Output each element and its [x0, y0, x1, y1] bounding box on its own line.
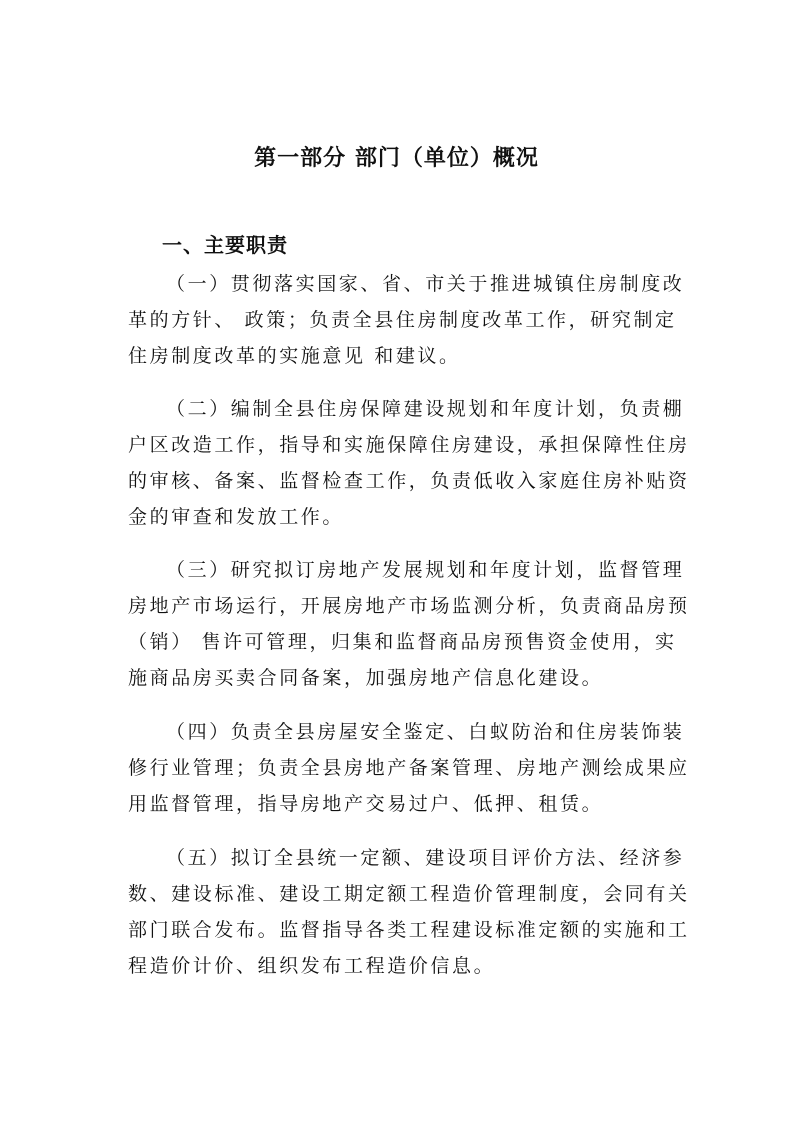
- paragraph-line: 住房制度改革的实施意见 和建议。: [128, 345, 461, 367]
- paragraph-3: [128, 552, 690, 696]
- paragraph-line: （四）负责全县房屋安全鉴定、白蚁防治和住房装饰装: [166, 721, 685, 743]
- paragraph-line: 户区改造工作，指导和实施保障住房建设，承担保障性住房: [128, 434, 690, 456]
- paragraph-line: （一）贯彻落实国家、省、市关于推进城镇住房制度改: [166, 273, 685, 295]
- paragraph-line: （销） 售许可管理，归集和监督商品房预售资金使用，实: [128, 631, 677, 653]
- paragraph-line: （三）研究拟订房地产发展规划和年度计划，监督管理: [166, 559, 685, 581]
- paragraph-line: 金的审查和发放工作。: [128, 506, 345, 528]
- paragraph-line: 施商品房买卖合同备案，加强房地产信息化建设。: [128, 667, 604, 689]
- section-heading: 一、主要职责: [162, 233, 288, 257]
- paragraph-line: （五）拟订全县统一定额、建设项目评价方法、经济参: [166, 847, 685, 869]
- paragraph-line: 程造价计价、组织发布工程造价信息。: [128, 955, 496, 977]
- paragraph-line: 革的方针、 政策；负责全县住房制度改革工作，研究制定: [128, 309, 677, 331]
- paragraph-line: 的审核、备案、监督检查工作，负责低收入家庭住房补贴资: [128, 470, 690, 492]
- paragraph-line: （二）编制全县住房保障建设规划和年度计划，负责棚: [166, 398, 685, 420]
- paragraph-line: 房地产市场运行，开展房地产市场监测分析，负责商品房预: [128, 595, 690, 617]
- paragraph-line: 数、建设标准、建设工期定额工程造价管理制度，会同有关: [128, 883, 690, 905]
- paragraph-line: 修行业管理；负责全县房地产备案管理、房地产测绘成果应: [128, 757, 690, 779]
- paragraph-1: [128, 266, 685, 374]
- page-title: 第一部分 部门（单位）概况: [254, 146, 539, 171]
- paragraph-5: [128, 840, 690, 984]
- paragraph-4: [128, 714, 690, 822]
- paragraph-2: [128, 391, 690, 535]
- paragraph-line: 部门联合发布。监督指导各类工程建设标准定额的实施和工: [128, 919, 690, 941]
- paragraph-line: 用监督管理，指导房地产交易过户、低押、租赁。: [128, 793, 604, 815]
